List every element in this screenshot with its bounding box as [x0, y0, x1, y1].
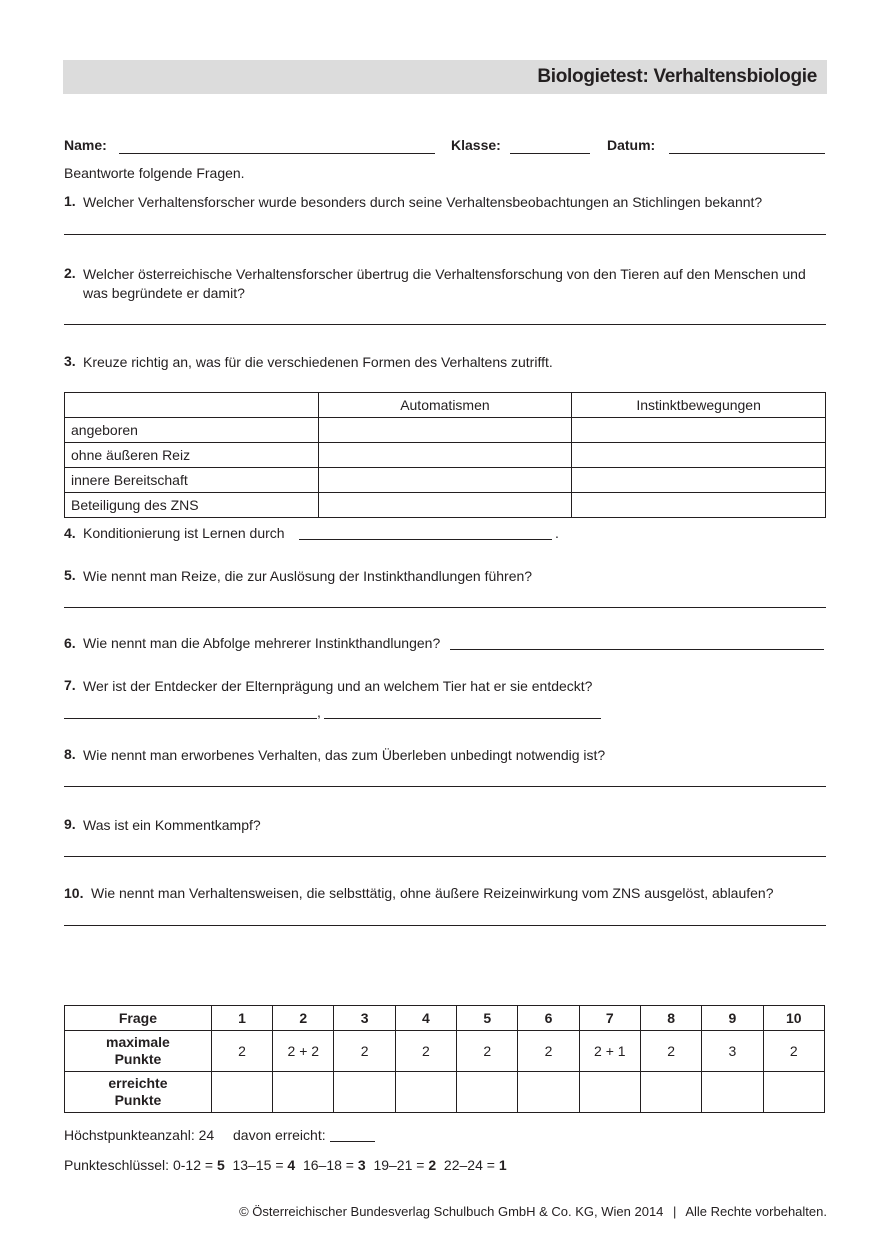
max-total: Höchstpunkteanzahl: 24 — [64, 1127, 215, 1143]
achieved-points-cell[interactable] — [702, 1072, 763, 1113]
question-col: 2 — [273, 1006, 334, 1031]
answer-line[interactable] — [64, 607, 826, 608]
answer-line[interactable] — [324, 718, 601, 719]
table-row — [65, 443, 826, 468]
achieved-points-row — [65, 1072, 825, 1113]
question-text: Wie nennt man Reize, die zur Auslösung der Instinkthandlungen führen? — [83, 568, 533, 584]
check-cell[interactable] — [572, 468, 826, 493]
question-col: 9 — [702, 1006, 763, 1031]
max-points-cell: 2 — [211, 1031, 272, 1072]
max-points-label-line2: Punkte — [114, 1051, 162, 1067]
grading-grade: 5 — [216, 1157, 225, 1173]
achieved-points-label — [65, 1072, 212, 1113]
achieved-points-cell[interactable] — [640, 1072, 701, 1113]
question-col: 6 — [518, 1006, 579, 1031]
question-number: 8. — [64, 746, 76, 762]
question-col: 5 — [457, 1006, 518, 1031]
score-table — [64, 1005, 825, 1113]
check-cell[interactable] — [572, 493, 826, 518]
answer-line[interactable] — [64, 925, 826, 926]
max-points-cell: 3 — [702, 1031, 763, 1072]
question-text: Kreuze richtig an, was für die verschiedenen Formen des Verhaltens zutrifft. — [83, 354, 553, 370]
footer-divider: | — [673, 1204, 677, 1219]
max-points-cell: 2 — [334, 1031, 395, 1072]
max-points-cell: 2 + 2 — [273, 1031, 334, 1072]
table-header-automatismen: Automatismen — [318, 393, 572, 418]
question-text: Welcher Verhaltensforscher wurde besonders durch seine Verhaltensbeobachtungen an Stichlingen bekannt? — [83, 194, 763, 210]
achieved-points-label-line2: Punkte — [114, 1092, 162, 1108]
table-header-cell — [65, 393, 319, 418]
question-number: 3. — [64, 353, 76, 369]
grading-key — [64, 1157, 507, 1173]
question-text: Konditionierung ist Lernen durch — [83, 525, 285, 541]
question-number: 4. — [64, 525, 76, 541]
question-number: 1. — [64, 193, 76, 209]
achieved-points-cell[interactable] — [457, 1072, 518, 1113]
grading-range: 19–21 = — [373, 1157, 425, 1173]
question-number: 10. — [64, 885, 84, 901]
grading-grade: 3 — [357, 1157, 366, 1173]
max-points-cell: 2 — [518, 1031, 579, 1072]
achieved-points-cell[interactable] — [763, 1072, 824, 1113]
behavior-table — [64, 392, 826, 518]
max-points-cell: 2 — [763, 1031, 824, 1072]
grading-range: 0-12 = — [172, 1157, 214, 1173]
header-bar — [63, 60, 827, 94]
class-label: Klasse: — [451, 137, 501, 153]
table-header-instinktbewegungen: Instinktbewegungen — [572, 393, 826, 418]
check-cell[interactable] — [318, 493, 572, 518]
achieved-points-cell[interactable] — [211, 1072, 272, 1113]
table-row — [65, 418, 826, 443]
date-label: Datum: — [607, 137, 656, 153]
question-text: Wer ist der Entdecker der Elternprägung und an welchem Tier hat er sie entdeckt? — [83, 678, 593, 694]
max-points-cell: 2 — [395, 1031, 456, 1072]
score-header-row — [65, 1006, 825, 1031]
max-points-label-line1: maximale — [106, 1034, 170, 1050]
answer-line[interactable] — [450, 649, 824, 650]
max-points-cell: 2 — [640, 1031, 701, 1072]
answer-line[interactable] — [299, 539, 552, 540]
question-number: 7. — [64, 677, 76, 693]
table-row — [65, 493, 826, 518]
answer-line[interactable] — [64, 324, 826, 325]
question-number: 2. — [64, 265, 76, 281]
table-header-row — [65, 393, 826, 418]
achieved-points-label-line1: erreichte — [108, 1075, 168, 1091]
instruction: Beantworte folgende Fragen. — [64, 165, 245, 181]
copyright: © Österreichischer Bundesverlag Schulbuch GmbH & Co. KG, Wien 2014 — [239, 1204, 664, 1219]
question-text: Wie nennt man die Abfolge mehrerer Instinkthandlungen? — [83, 635, 441, 651]
question-col: 4 — [395, 1006, 456, 1031]
check-cell[interactable] — [572, 418, 826, 443]
question-text: Wie nennt man Verhaltensweisen, die selbsttätig, ohne äußere Reizeinwirkung vom ZNS ausgelöst, ablaufen? — [91, 885, 774, 901]
question-col: 10 — [763, 1006, 824, 1031]
achieved-points-cell[interactable] — [334, 1072, 395, 1113]
achieved-points-cell[interactable] — [579, 1072, 640, 1113]
grading-grade: 1 — [498, 1157, 507, 1173]
grading-range: 13–15 = — [232, 1157, 284, 1173]
answer-line[interactable] — [64, 786, 826, 787]
achieved-points-cell[interactable] — [395, 1072, 456, 1113]
achieved-label: davon erreicht: — [233, 1127, 326, 1143]
max-points-label — [65, 1031, 212, 1072]
name-label: Name: — [64, 137, 107, 153]
question-text: Was ist ein Kommentkampf? — [83, 817, 261, 833]
answer-separator: , — [317, 704, 321, 720]
grading-grade: 4 — [287, 1157, 296, 1173]
rights-notice: Alle Rechte vorbehalten. — [685, 1204, 827, 1219]
question-suffix: . — [555, 525, 559, 541]
grading-range: 22–24 = — [443, 1157, 495, 1173]
check-cell[interactable] — [318, 443, 572, 468]
footer — [239, 1204, 827, 1219]
grading-key-label: Punkteschlüssel: — [64, 1157, 170, 1173]
question-col: 8 — [640, 1006, 701, 1031]
score-header-label: Frage — [65, 1006, 212, 1031]
max-points-cell: 2 — [457, 1031, 518, 1072]
answer-line[interactable] — [64, 718, 317, 719]
max-points-cell: 2 + 1 — [579, 1031, 640, 1072]
check-cell[interactable] — [572, 443, 826, 468]
question-number: 9. — [64, 816, 76, 832]
max-points-row — [65, 1031, 825, 1072]
class-field[interactable] — [510, 153, 590, 154]
check-cell[interactable] — [318, 468, 572, 493]
row-label: ohne äußeren Reiz — [65, 443, 319, 468]
check-cell[interactable] — [318, 418, 572, 443]
row-label: innere Bereitschaft — [65, 468, 319, 493]
achieved-points-cell[interactable] — [518, 1072, 579, 1113]
question-col: 3 — [334, 1006, 395, 1031]
grading-range: 16–18 = — [302, 1157, 354, 1173]
date-field[interactable] — [669, 153, 825, 154]
page-title: Biologietest: Verhaltensbiologie — [537, 66, 817, 87]
row-label: Beteiligung des ZNS — [65, 493, 319, 518]
grading-grade: 2 — [428, 1157, 437, 1173]
question-number: 5. — [64, 567, 76, 583]
row-label: angeboren — [65, 418, 319, 443]
question-text: Welcher österreichische Verhaltensforscher übertrug die Verhaltensforschung von den Tieren auf den Menschen und was begründete er damit? — [83, 266, 806, 301]
table-row — [65, 468, 826, 493]
achieved-points-cell[interactable] — [273, 1072, 334, 1113]
answer-line[interactable] — [64, 856, 826, 857]
question-col: 7 — [579, 1006, 640, 1031]
answer-line[interactable] — [64, 234, 826, 235]
question-number: 6. — [64, 635, 76, 651]
question-text: Wie nennt man erworbenes Verhalten, das zum Überleben unbedingt notwendig ist? — [83, 747, 606, 763]
question-col: 1 — [211, 1006, 272, 1031]
achieved-total-field[interactable] — [330, 1141, 375, 1142]
name-field[interactable] — [119, 153, 435, 154]
